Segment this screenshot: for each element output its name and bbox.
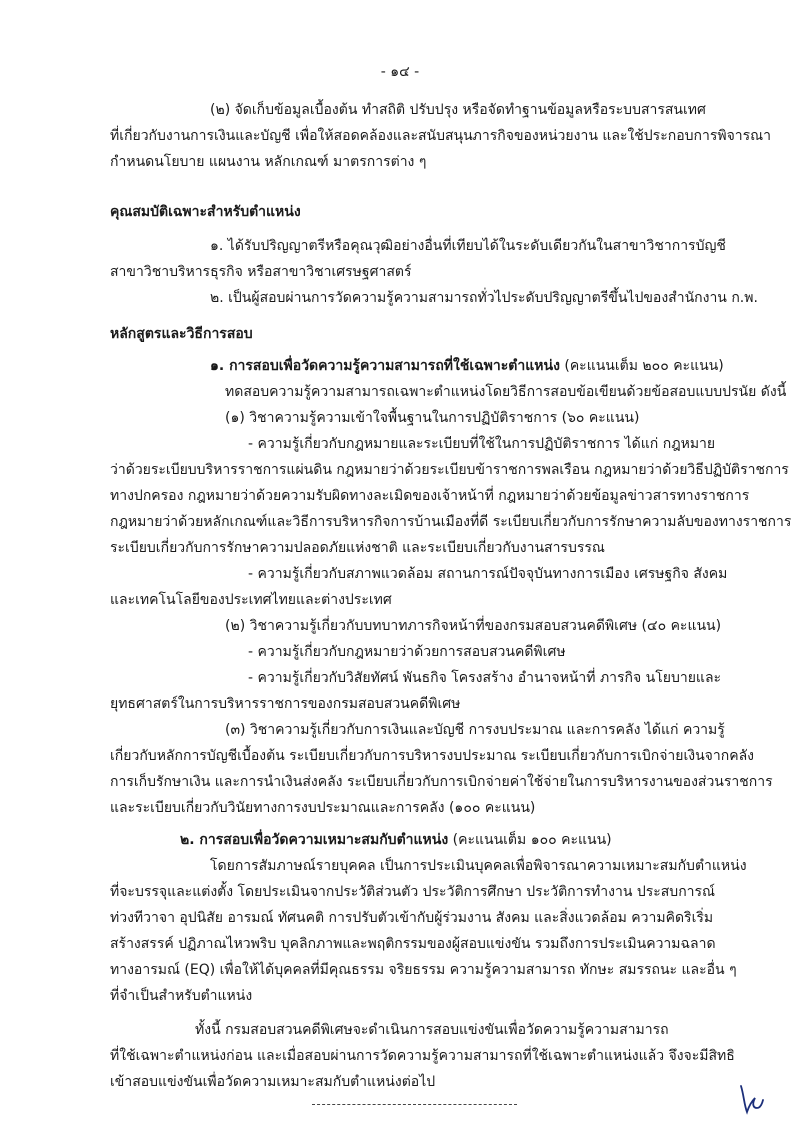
handwritten-initial-mark xyxy=(735,1078,765,1118)
paragraph-line: สาขาวิชาบริหารธุรกิจ หรือสาขาวิชาเศรษฐศาสตร์ xyxy=(110,264,412,280)
part2-title: ๒. การสอบเพื่อวัดความเหมาะสมกับตำแหน่ง xyxy=(180,832,449,848)
paragraph-line: โดยการสัมภาษณ์รายบุคคล เป็นการประเมินบุคคลเพื่อพิจารณาความเหมาะสมกับตำแหน่ง xyxy=(210,858,747,874)
section-heading-curriculum: หลักสูตรและวิธีการสอบ xyxy=(110,326,253,342)
paragraph-line: ๑. ได้รับปริญญาตรีหรือคุณวุฒิอย่างอื่นที่เทียบได้ในระดับเดียวกันในสาขาวิชาการบัญชี xyxy=(210,238,726,254)
paragraph-line: ที่จำเป็นสำหรับตำแหน่ง xyxy=(110,988,253,1004)
part1-heading xyxy=(210,356,724,376)
part2-score: (คะแนนเต็ม ๑๐๐ คะแนน) xyxy=(452,832,612,848)
subject-heading: (๒) วิชาความรู้เกี่ยวกับบทบาทภารกิจหน้าที่ของกรมสอบสวนคดีพิเศษ (๔๐ คะแนน) xyxy=(225,618,722,634)
paragraph-line: - ความรู้เกี่ยวกับสภาพแวดล้อม สถานการณ์ปัจจุบันทางการเมือง เศรษฐกิจ สังคม xyxy=(248,566,728,582)
part1-score: (คะแนนเต็ม ๒๐๐ คะแนน) xyxy=(564,358,724,374)
paragraph-line: ทดสอบความรู้ความสามารถเฉพาะตำแหน่งโดยวิธีการสอบข้อเขียนด้วยข้อสอบแบบปรนัย ดังนี้ xyxy=(225,384,787,400)
paragraph-line: ยุทธศาสตร์ในการบริหารราชการของกรมสอบสวนคดีพิเศษ xyxy=(110,696,461,712)
paragraph-line: ท่วงทีวาจา อุปนิสัย อารมณ์ ทัศนคติ การปรับตัวเข้ากับผู้ร่วมงาน สังคม และสิ่งแวดล้อม ความคิดริเริ่ม xyxy=(110,910,714,926)
paragraph-line: เข้าสอบแข่งขันเพื่อวัดความเหมาะสมกับตำแหน่งต่อไป xyxy=(110,1074,436,1090)
paragraph-line: และเทคโนโลยีของประเทศไทยและต่างประเทศ xyxy=(110,592,392,608)
paragraph-line: - ความรู้เกี่ยวกับกฎหมายและระเบียบที่ใช้ในการปฏิบัติราชการ ได้แก่ กฎหมาย xyxy=(248,436,716,452)
paragraph-line: ทางปกครอง กฎหมายว่าด้วยความรับผิดทางละเมิดของเจ้าหน้าที่ กฎหมายว่าด้วยข้อมูลข่าวสารทางราชการ xyxy=(110,488,750,504)
paragraph-line: (๒) จัดเก็บข้อมูลเบื้องต้น ทำสถิติ ปรับปรุง หรือจัดทำฐานข้อมูลหรือระบบสารสนเทศ xyxy=(210,102,706,118)
paragraph-line: สร้างสรรค์ ปฏิภาณไหวพริบ บุคลิกภาพและพฤติกรรมของผู้สอบแข่งขัน รวมถึงการประเมินความฉลาด xyxy=(110,936,716,952)
part2-heading xyxy=(180,830,612,850)
page-number: - ๑๔ - xyxy=(380,64,420,80)
paragraph-line: ที่จะบรรจุและแต่งตั้ง โดยประเมินจากประวัติส่วนตัว ประวัติการศึกษา ประวัติการทำงาน ประสบการณ์ xyxy=(110,884,716,900)
paragraph-line: - ความรู้เกี่ยวกับวิสัยทัศน์ พันธกิจ โครงสร้าง อำนาจหน้าที่ ภารกิจ นโยบายและ xyxy=(248,670,722,686)
paragraph-line: ๒. เป็นผู้สอบผ่านการวัดความรู้ความสามารถทั่วไประดับปริญญาตรีขึ้นไปของสำนักงาน ก.พ. xyxy=(210,290,758,306)
paragraph-line: การเก็บรักษาเงิน และการนำเงินส่งคลัง ระเบียบเกี่ยวกับการเบิกจ่ายค่าใช้จ่ายในการบริหารงานของส่วนราชการ xyxy=(110,774,773,790)
subject-heading: (๑) วิชาความรู้ความเข้าใจพื้นฐานในการปฏิบัติราชการ (๖๐ คะแนน) xyxy=(225,410,640,426)
paragraph-line: ระเบียบเกี่ยวกับการรักษาความปลอดภัยแห่งชาติ และระเบียบเกี่ยวกับงานสารบรรณ xyxy=(110,540,605,556)
paragraph-line: และระเบียบเกี่ยวกับวินัยทางการงบประมาณและการคลัง (๑๐๐ คะแนน) xyxy=(110,800,536,816)
paragraph-line: เกี่ยวกับหลักการบัญชีเบื้องต้น ระเบียบเกี่ยวกับการบริหารงบประมาณ ระเบียบเกี่ยวกับการเบิกจ่ายเงินจากคลัง xyxy=(110,748,754,764)
paragraph-line: กำหนดนโยบาย แผนงาน หลักเกณฑ์ มาตรการต่าง ๆ xyxy=(110,154,427,170)
divider xyxy=(312,1104,517,1105)
section-heading-qualifications: คุณสมบัติเฉพาะสำหรับตำแหน่ง xyxy=(110,204,301,220)
paragraph-line: ทั้งนี้ กรมสอบสวนคดีพิเศษจะดำเนินการสอบแข่งขันเพื่อวัดความรู้ความสามารถ xyxy=(195,1022,669,1038)
paragraph-line: ที่ใช้เฉพาะตำแหน่งก่อน และเมื่อสอบผ่านการวัดความรู้ความสามารถที่ใช้เฉพาะตำแหน่งแล้ว จึงจะมีสิทธิ xyxy=(110,1048,735,1064)
paragraph-line: ที่เกี่ยวกับงานการเงินและบัญชี เพื่อให้สอดคล้องและสนับสนุนภารกิจของหน่วยงาน และใช้ประกอบการพิจารณา xyxy=(110,128,772,144)
paragraph-line: - ความรู้เกี่ยวกับกฎหมายว่าด้วยการสอบสวนคดีพิเศษ xyxy=(248,644,566,660)
part1-title: ๑. การสอบเพื่อวัดความรู้ความสามารถที่ใช้เฉพาะตำแหน่ง xyxy=(210,358,560,374)
paragraph-line: ทางอารมณ์ (EQ) เพื่อให้ได้บุคคลที่มีคุณธรรม จริยธรรม ความรู้ความสามารถ ทักษะ สมรรถนะ และอื่น ๆ xyxy=(110,962,737,978)
subject-heading: (๓) วิชาความรู้เกี่ยวกับการเงินและบัญชี การงบประมาณ และการคลัง ได้แก่ ความรู้ xyxy=(225,722,725,738)
paragraph-line: กฎหมายว่าด้วยหลักเกณฑ์และวิธีการบริหารกิจการบ้านเมืองที่ดี ระเบียบเกี่ยวกับการรักษาความลับของทางราชการ xyxy=(110,514,792,530)
paragraph-line: ว่าด้วยระเบียบบริหารราชการแผ่นดิน กฎหมายว่าด้วยระเบียบข้าราชการพลเรือน กฎหมายว่าด้วยวิธีปฏิบัติราชการ xyxy=(110,462,789,478)
